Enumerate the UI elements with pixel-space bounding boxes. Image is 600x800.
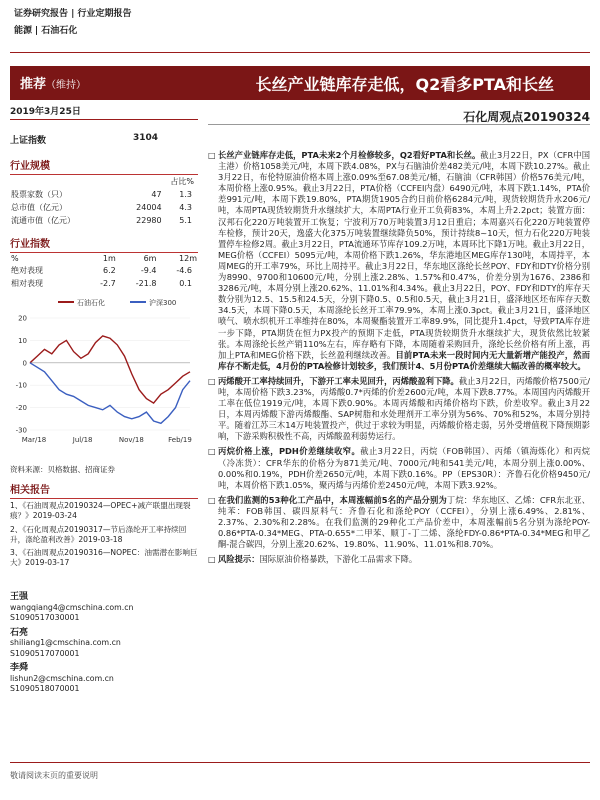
analyst-name: 王强 xyxy=(10,592,29,602)
scale-unit-row xyxy=(10,175,198,188)
analyst xyxy=(10,663,133,695)
y-tick-label: 0 xyxy=(22,359,27,368)
body-paragraph xyxy=(208,446,590,490)
report-type: 证券研究报告 | 行业定期报告 xyxy=(14,9,132,19)
legend-label: 石油石化 xyxy=(77,299,105,307)
index-table xyxy=(10,253,198,290)
x-tick-label: Mar/18 xyxy=(21,436,47,444)
scale-unit: 占比% xyxy=(170,177,194,186)
analyst-email[interactable]: wangqiang4@cmschina.com.cn xyxy=(10,602,134,612)
paragraph-body: 截止3月22日，丙烷（FOB韩国）、丙烯（镇海炼化）和丙烷（冷冻货）：CFR华东的价格分为871美元/吨、7000元/吨和541美元/吨，本周分别上涨0.00%、0.00%和0.19%，PDH价差2650元/吨，本周下跌0.16%。PP（EPS30R）：齐鲁石化价格9450元/吨，本周价格下跌1.05%，聚丙烯与丙烯价差2450元/吨，本周下跌3.92%。 xyxy=(218,446,590,490)
header-rule xyxy=(10,52,590,53)
analyst-email[interactable]: shiliang1@cmschina.com.cn xyxy=(10,638,121,647)
report-headline: 长丝产业链库存走低，Q2看多PTA和长丝 xyxy=(255,75,554,94)
left-column xyxy=(10,132,198,693)
scale-pct: 1.3 xyxy=(179,190,192,199)
analyst-id: S1090518070001 xyxy=(10,684,80,693)
related-item[interactable]: 3、《石油周观点20190316—NOPEC：油需潜在影响巨大》2019-03-17 xyxy=(10,548,198,568)
analyst xyxy=(10,628,133,660)
body-paragraph xyxy=(208,150,590,372)
index-cell: -21.8 xyxy=(135,279,157,288)
chart-source: 资料来源：贝格数据、招商证券 xyxy=(10,465,115,474)
index-row xyxy=(10,277,198,290)
scale-table xyxy=(10,188,198,227)
scale-row xyxy=(10,214,198,227)
scale-name: 流通市值（亿元） xyxy=(11,216,75,225)
analyst-id: S1090517070001 xyxy=(10,648,80,658)
index-chart xyxy=(10,294,198,462)
index-cell: -2.7 xyxy=(100,279,116,288)
title-banner xyxy=(10,66,590,100)
scale-title: 行业规模 xyxy=(10,157,198,175)
scale-name: 股票家数（只） xyxy=(11,190,67,199)
scale-pct: 5.1 xyxy=(179,216,192,225)
analyst-id: S1090517030001 xyxy=(10,613,80,622)
index-col-header: 1m xyxy=(102,254,116,263)
rating xyxy=(20,73,86,92)
sector-petrochem: | 石油石化 xyxy=(34,26,78,36)
analyst-name: 李舜 xyxy=(10,663,29,673)
index-col-header: 12m xyxy=(179,254,197,263)
index-row xyxy=(10,132,198,147)
rating-label: 推荐 xyxy=(20,77,47,92)
paragraph-body: 截止3月22日，丙烯酸价格7500元/吨，本周价格下跌3.23%，丙烯酸0.7*丙烯的价差2600元/吨，本周下跌8.77%。本周国内丙烯酸开工率在低位1919元/吨，本周下跌0.90%。本周丙烯酸和丙烯价格均下跌，价差收窄。截止3月22日，本周丙烯酸下游丙烯酸酯、SAP树脂和水处理剂开工率分别为56%、70%和52%，本周分别持平。随着江苏三木14万吨装置投产，供过于求较为明显，丙烯酸价格走弱，另外受增值税下降预期影响，下游采购积极性不高，丙烯酸盈利弱势运行。 xyxy=(218,375,590,442)
index-cell: 0.1 xyxy=(179,279,192,288)
paragraph-lead: 长丝产业链库存走低，PTA未来2个月检修较多，Q2看好PTA和长丝。 xyxy=(218,150,481,160)
index-col-header: 6m xyxy=(143,254,157,263)
doc-title: 石化周观点20190324 xyxy=(463,110,590,124)
y-tick-label: -20 xyxy=(15,404,27,413)
index-cell: 6.2 xyxy=(103,266,116,275)
header-sector xyxy=(14,23,132,36)
legend-label: 沪深300 xyxy=(149,299,177,307)
related-item[interactable]: 2、《石化周观点20190317—节后涤纶开工率持续回升，涤纶盈利改善》2019-03-18 xyxy=(10,524,187,544)
scale-pct: 4.3 xyxy=(179,203,192,212)
related-title: 相关报告 xyxy=(10,481,198,499)
index-row xyxy=(10,264,198,277)
y-tick-label: -10 xyxy=(15,381,27,390)
paragraph-lead: 丙烯酸开工率持续回升，下游开工率未见回升，丙烯酸盈利下降。 xyxy=(218,375,459,386)
body-paragraph xyxy=(208,376,590,443)
footer-note: 敬请阅读末页的重要说明 xyxy=(10,771,98,780)
index-row-name: 相对表现 xyxy=(11,279,43,288)
index-col-header: % xyxy=(11,254,19,263)
body-paragraph xyxy=(208,495,590,550)
related-list xyxy=(10,501,198,569)
index-label: 上证指数 xyxy=(10,136,47,146)
x-tick-label: Nov/18 xyxy=(118,436,144,444)
x-tick-label: Jul/18 xyxy=(72,436,93,444)
related-item[interactable]: 1、《石油周观点20190324—OPEC+减产联盟出现裂痕？》2019-03-24 xyxy=(10,501,191,521)
y-tick-label: -30 xyxy=(15,426,27,435)
paragraph-lead: 风险提示： xyxy=(218,554,260,565)
paragraph-highlight: 目前PTA未来一段时间内无大量新增产能投产，然而库存不断走低，4月份的PTA检修计划较多，我们预计4、5月份PTA价差继续大幅改善的概率较大。 xyxy=(218,349,590,371)
scale-value: 22980 xyxy=(136,216,162,225)
paragraph-body: 丁烷：华东地区、乙烯：CFR东北亚、纯苯：FOB韩国、碳四原料气：齐鲁石化和涤纶POY（CCFEI），分别上涨6.49%、2.81%、2.37%、2.30%和2.28%。在我们监测的29种化工产品价差中，本周涨幅前5名分别为涤纶POY-0.86*PTA-0.34*MEG、PTA-0.655*二甲苯、顺丁-丁二烯、涤纶FDY-0.86*PTA-0.34*MEG和甲乙酮-混合碳四，分别上涨20.62%、19.80%、11.90%、11.01%和8.70%。 xyxy=(218,494,590,550)
index-cell: -4.6 xyxy=(176,266,192,275)
scale-name: 总市值（亿元） xyxy=(11,203,67,212)
body-column xyxy=(208,150,590,569)
analyst-email[interactable]: lishun2@cmschina.com.cn xyxy=(10,673,114,683)
rating-note: （维持） xyxy=(46,80,87,91)
index-title: 行业指数 xyxy=(10,235,198,253)
sector-energy: 能源 xyxy=(14,26,33,36)
series-line xyxy=(30,336,190,403)
report-date: 2019年3月25日 xyxy=(10,104,198,120)
y-tick-label: 10 xyxy=(18,336,27,345)
paragraph-body: 国际原油价格暴跌，下游化工品需求下降。 xyxy=(259,554,418,565)
index-cell: -9.4 xyxy=(140,266,157,275)
footer-rule xyxy=(10,762,590,763)
index-row-name: 绝对表现 xyxy=(11,266,43,275)
y-tick-label: 20 xyxy=(18,314,27,323)
x-tick-label: Feb/19 xyxy=(168,436,192,444)
header-top xyxy=(14,6,132,36)
paragraph-lead: 丙烷价格上涨，PDH价差继续收窄。 xyxy=(218,446,361,457)
title-rule xyxy=(208,124,590,125)
analyst xyxy=(10,592,133,624)
scale-row xyxy=(10,188,198,201)
scale-row xyxy=(10,201,198,214)
scale-value: 47 xyxy=(151,190,162,199)
analyst-list xyxy=(10,592,133,699)
paragraph-lead: 在我们监测的53种化工产品中，本周涨幅前5名的产品分别为 xyxy=(218,494,447,505)
analyst-name: 石亮 xyxy=(10,627,29,638)
body-paragraph xyxy=(208,554,590,565)
series-line xyxy=(30,363,190,424)
paragraph-body: 截止3月22日，PX（CFR中国主港）价格1058美元/吨，本周下跌4.08%，PX与石脑油价差482美元/吨，本周下跌10.27%。截止3月22日，布伦特原油价格本周上涨0.09%至67.08美元/桶，石脑油（CFR韩国）价格576美元/吨，本周价格上涨0.95%。截止3月22日，PTA价格（CCFEI内盘）6490元/吨，本周下跌1.14%，PTA价差991元/吨，本周下跌19.80%，PTA期货1905合约日前价格6284元/吨，现货较期货升水206元/吨，本周PTA现货较期货升水继续扩大，本周PTA行业开工负荷83%，本周上升2.2pct；装置方面：汉邦石化220万吨装置开工恢复；宁波利万70万吨装置3月12日重启；本周嘉兴石化220万吨装置停车检修，预计20天，逸盛大化375万吨装置继续降负50%，预计持续8~10天，恒力石化220万吨装置停车检修2周。截止3月22日，PTA流通环节库存109.2万吨，本周环比下降1万吨。截止3月22日，MEG价格（CCFEI）5095元/吨，本周价格下跌1.26%，华东港地区MEG库存130吨，本周持平，本周MEG的开工率79%，环比上周持平。截止3月22日，华东地区涤纶长丝POY、FDY和DTY价格分别为8990、9700和10600元/吨，分别上涨2.28%、1.57%和0.47%，价差分别为1676、2386和3286元/吨，本周分别上涨20.62%、11.01%和4.34%。截止3月22日，POY、FDY和DTY的库存天数分别为12.5、15.5和24.5天，分别下降0.5、0.5和0.5天，截止3月21日，盛泽地区坯布库存天数34.5天，本周下降0.5天，本周涤纶长丝开工率79.9%，本周上涨0.3pct。截止3月21日，盛泽地区喷气、喷水织机开工率维持在80%，本周聚酯装置开工率89.9%，同比提升1.4pct，导致PTA库存进一步下降，PTA期货在恒力PX投产的预期下走低，PTA现货较期货升水继续扩大，现货依然比较紧张。本周涤纶长丝产销110%左右，库存略有下降，本周随着采购回升，涤纶长丝价格有所上涨，再加上PTA和MEG价格下跌，长丝盈利继续改善。 xyxy=(218,150,590,360)
scale-value: 24004 xyxy=(136,203,162,212)
index-value: 3104 xyxy=(132,133,158,143)
